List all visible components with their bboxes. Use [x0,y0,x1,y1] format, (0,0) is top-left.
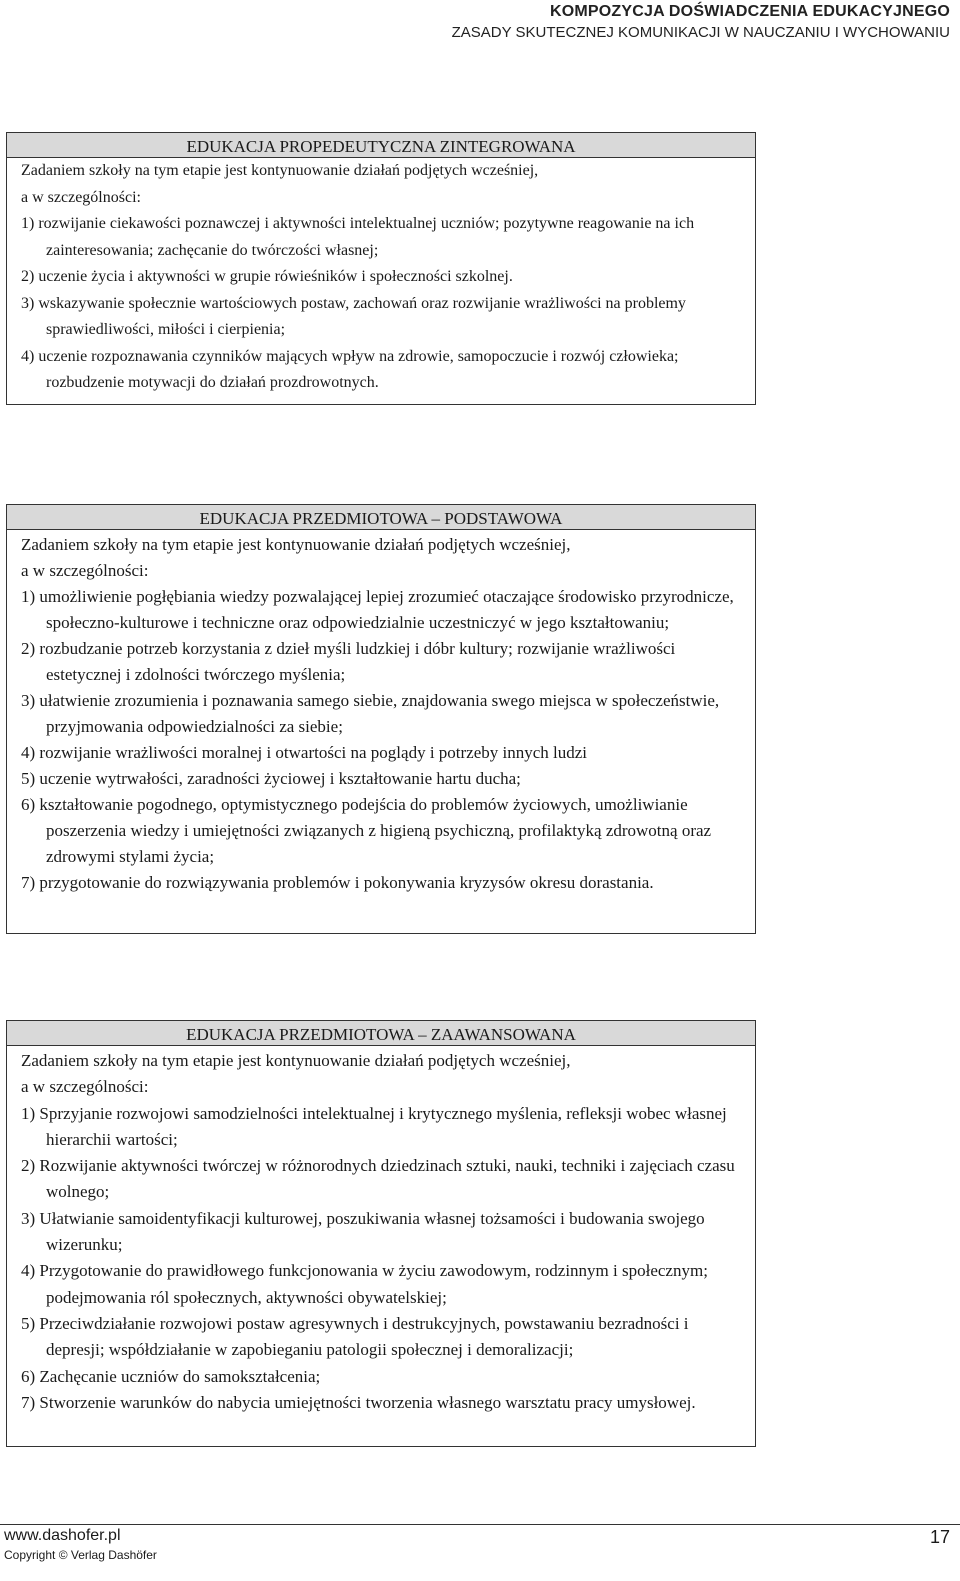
section-intro: Zadaniem szkoły na tym etapie jest kontynuowanie działań podjętych wcześniej, [21,162,539,179]
page-header [452,2,950,44]
section-box-podstawowa [6,504,756,934]
list-item: 6) Zachęcanie uczniów do samokształcenia; [21,1366,321,1386]
list-item: 4) rozwijanie wrażliwości moralnej i otwartości na poglądy i potrzeby innych ludzi [21,743,588,762]
section-intro: Zadaniem szkoły na tym etapie jest kontynuowanie działań podjętych wcześniej, [21,1051,571,1070]
list-item: 2) Rozwijanie aktywności twórczej w różnorodnych dziedzinach sztuki, nauki, techniki i zajęciach czasu wolnego; [21,1156,735,1202]
page-number: 17 [929,1527,950,1547]
list-item: 7) Stworzenie warunków do nabycia umiejętności tworzenia własnego warsztatu pracy umysłowej. [21,1392,696,1412]
footer-url[interactable]: www.dashofer.pl [4,1527,121,1544]
section-title: EDUKACJA PROPEDEUTYCZNA ZINTEGROWANA [7,133,755,158]
list-item: 7) przygotowanie do rozwiązywania problemów i pokonywania kryzysów okresu dorastania. [21,873,654,892]
list-item: 1) rozwijanie ciekawości poznawczej i aktywności intelektualnej uczniów; pozytywne reagowanie na ich zainteresowania; zachęcanie do twórczości własnej; [21,215,695,259]
list-item: 1) Sprzyjanie rozwojowi samodzielności intelektualnej i krytycznego myślenia, refleksji wobec własnej hierarchii wartości; [21,1103,727,1149]
list-item: 2) rozbudzanie potrzeb korzystania z dzieł myśli ludzkiej i dóbr kultury; rozwijanie wrażliwości estetycznej i zdolności twórczego myślenia; [21,639,676,684]
list-item: 4) uczenie rozpoznawania czynników mających wpływ na zdrowie, samopoczucie i rozwój człowieka; rozbudzenie motywacji do działań prozdrowotnych. [21,347,679,391]
section-intro-cont: a w szczególności: [21,561,149,580]
section-body [7,530,755,896]
footer-left [4,1526,157,1564]
header-title: KOMPOZYCJA DOŚWIADCZENIA EDUKACYJNEGO [549,3,950,20]
header-subtitle: ZASADY SKUTECZNEJ KOMUNIKACJI W NAUCZANIU I WYCHOWANIU [451,24,950,41]
list-item: 2) uczenie życia i aktywności w grupie rówieśników i społeczności szkolnej. [21,268,513,285]
footer-divider [0,1524,960,1525]
section-body [7,1046,755,1416]
footer-copyright: Copyright © Verlag Dashöfer [4,1548,157,1562]
section-title: EDUKACJA PRZEDMIOTOWA – ZAAWANSOWANA [7,1021,755,1046]
list-item: 5) Przeciwdziałanie rozwojowi postaw agresywnych i destrukcyjnych, powstawaniu bezradności i depresji; współdziałanie w zapobieganiu patologii społecznej i demoralizacji; [21,1313,689,1360]
section-title: EDUKACJA PRZEDMIOTOWA – PODSTAWOWA [7,505,755,530]
section-intro: Zadaniem szkoły na tym etapie jest kontynuowanie działań podjętych wcześniej, [21,535,571,554]
list-item: 4) Przygotowanie do prawidłowego funkcjonowania w życiu zawodowym, rodzinnym i społecznym; podejmowania ról społecznych, aktywności obywatelskiej; [21,1261,708,1307]
list-item: 1) umożliwienie pogłębiania wiedzy pozwalającej lepiej zrozumieć otaczające środowisko przyrodnicze, społeczno-kulturowe i techniczne oraz odpowiedzialnie uczestniczyć w jego kształtowaniu; [21,587,734,632]
list-item: 3) wskazywanie społecznie wartościowych postaw, zachowań oraz rozwijanie wrażliwości na problemy sprawiedliwości, miłości i cierpienia; [21,294,686,338]
section-intro-cont: a w szczególności: [21,188,141,206]
section-box-zaawansowana [6,1020,756,1447]
list-item: 3) Ułatwianie samoidentyfikacji kulturowej, poszukiwania własnej tożsamości i budowania swojego wizerunku; [21,1208,705,1255]
section-body [7,158,755,397]
section-intro-cont: a w szczególności: [21,1077,149,1097]
section-box-propedeutyczna [6,132,756,405]
list-item: 3) ułatwienie zrozumienia i poznawania samego siebie, znajdowania swego miejsca w społeczeństwie, przyjmowania odpowiedzialności za siebie; [21,691,720,736]
list-item: 5) uczenie wytrwałości, zaradności życiowej i kształtowanie hartu ducha; [21,769,521,788]
list-item: 6) kształtowanie pogodnego, optymistycznego podejścia do problemów życiowych, umożliwianie poszerzenia wiedzy i umiejętności związanych z higieną psychiczną, profilaktyką zdrowotną oraz zdrowymi stylami życia; [21,795,712,866]
